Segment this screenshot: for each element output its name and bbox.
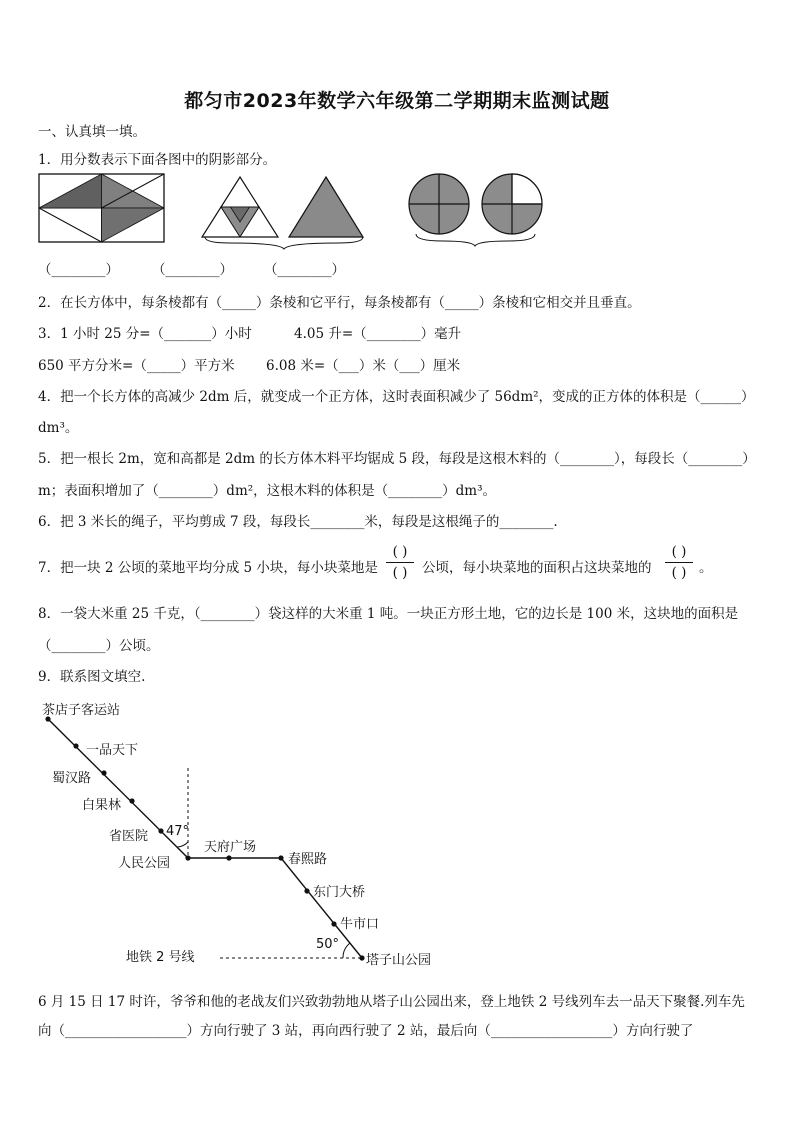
- question-8-line2: （________）公顷。: [38, 638, 160, 654]
- question-5-line1: 5．把一根长 2m，宽和高都是 2dm 的长方体木料平均锯成 5 段，每段是这根木料的（________），每段长（________）: [38, 451, 756, 467]
- fraction-1-bar: [386, 562, 414, 563]
- figure-circles: [408, 171, 548, 247]
- question-8-line1: 8．一袋大米重 25 千克，（________）袋这样的大米重 1 吨。一块正方形土地，它的边长是 100 米，这块地的面积是: [38, 606, 739, 622]
- question-1: 1．用分数表示下面各图中的阴影部分。: [38, 152, 277, 168]
- question-5-line2: m；表面积增加了（________）dm²，这根木料的体积是（________）dm³。: [38, 483, 497, 499]
- fraction-1-denominator: ( ): [392, 565, 408, 581]
- question-9-para2: 向（__________________）方向行驶了 3 站，再向西行驶了 2 站，最后向（__________________）方向行驶了: [38, 1023, 694, 1039]
- question-4-line2: dm³。: [38, 420, 79, 436]
- station-baiguolin: 白果林: [82, 798, 122, 813]
- question-9-para1: 6 月 15 日 17 时许，爷爷和他的老战友们兴致勃勃地从塔子山公园出来，登上地铁 2 号线列车去一品天下聚餐.列车先: [38, 994, 745, 1010]
- figure-triangles: [200, 175, 370, 250]
- metro-map: [0, 690, 480, 980]
- page-title: 都匀市2023年数学六年级第二学期期末监测试题: [184, 90, 610, 112]
- station-shuhan: 蜀汉路: [52, 771, 92, 786]
- station-tazishan: 塔子山公园: [366, 953, 432, 968]
- figure-rectangle: [38, 173, 166, 245]
- question-3b: 4.05 升=（________）毫升: [294, 326, 462, 342]
- answer-blank-3[interactable]: （________）: [264, 262, 345, 278]
- metro-line-label: 地铁 2 号线: [126, 950, 195, 965]
- question-3c: 650 平方分米=（_____）平方米: [38, 358, 235, 374]
- angle-50: 50°: [316, 937, 340, 952]
- station-niushi: 牛市口: [340, 917, 380, 932]
- fraction-2-bar: [665, 562, 693, 563]
- station-chunxi: 春熙路: [288, 852, 328, 867]
- station-renmin: 人民公园: [118, 856, 171, 871]
- question-7-part2: 公顷，每小块菜地的面积占这块菜地的: [422, 560, 652, 576]
- fraction-1-numerator: ( ): [392, 544, 408, 560]
- question-9: 9．联系图文填空.: [38, 669, 146, 685]
- answer-blank-1[interactable]: （________）: [38, 262, 119, 278]
- question-3a: 3．1 小时 25 分=（_______）小时: [38, 326, 252, 342]
- station-yipin: 一品天下: [86, 743, 139, 758]
- fraction-2-denominator: ( ): [671, 565, 687, 581]
- question-7-part3: 。: [699, 560, 713, 576]
- station-tianfu: 天府广场: [204, 840, 257, 855]
- angle-47: 47°: [166, 824, 190, 839]
- question-6: 6．把 3 米长的绳子，平均剪成 7 段，每段长________米，每段是这根绳子的________.: [38, 514, 558, 530]
- question-4-line1: 4．把一个长方体的高减少 2dm 后，就变成一个正方体，这时表面积减少了 56dm²，变成的正方体的体积是（______）: [38, 389, 755, 405]
- question-7-part1: 7．把一块 2 公顷的菜地平均分成 5 小块，每小块菜地是: [38, 560, 378, 576]
- fraction-1[interactable]: [382, 544, 418, 581]
- question-3d: 6.08 米=（___）米（___）厘米: [266, 358, 461, 374]
- section-heading: 一、认真填一填。: [38, 124, 146, 140]
- station-dongmen: 东门大桥: [313, 885, 366, 900]
- station-shengyiyuan: 省医院: [109, 829, 149, 844]
- station-chadianzi: 茶店子客运站: [42, 703, 121, 718]
- question-2: 2．在长方体中，每条棱都有（_____）条棱和它平行，每条棱都有（_____）条棱和它相交并且垂直。: [38, 295, 641, 311]
- fraction-2[interactable]: [661, 544, 697, 581]
- answer-blank-2[interactable]: （________）: [152, 262, 233, 278]
- fraction-2-numerator: ( ): [671, 544, 687, 560]
